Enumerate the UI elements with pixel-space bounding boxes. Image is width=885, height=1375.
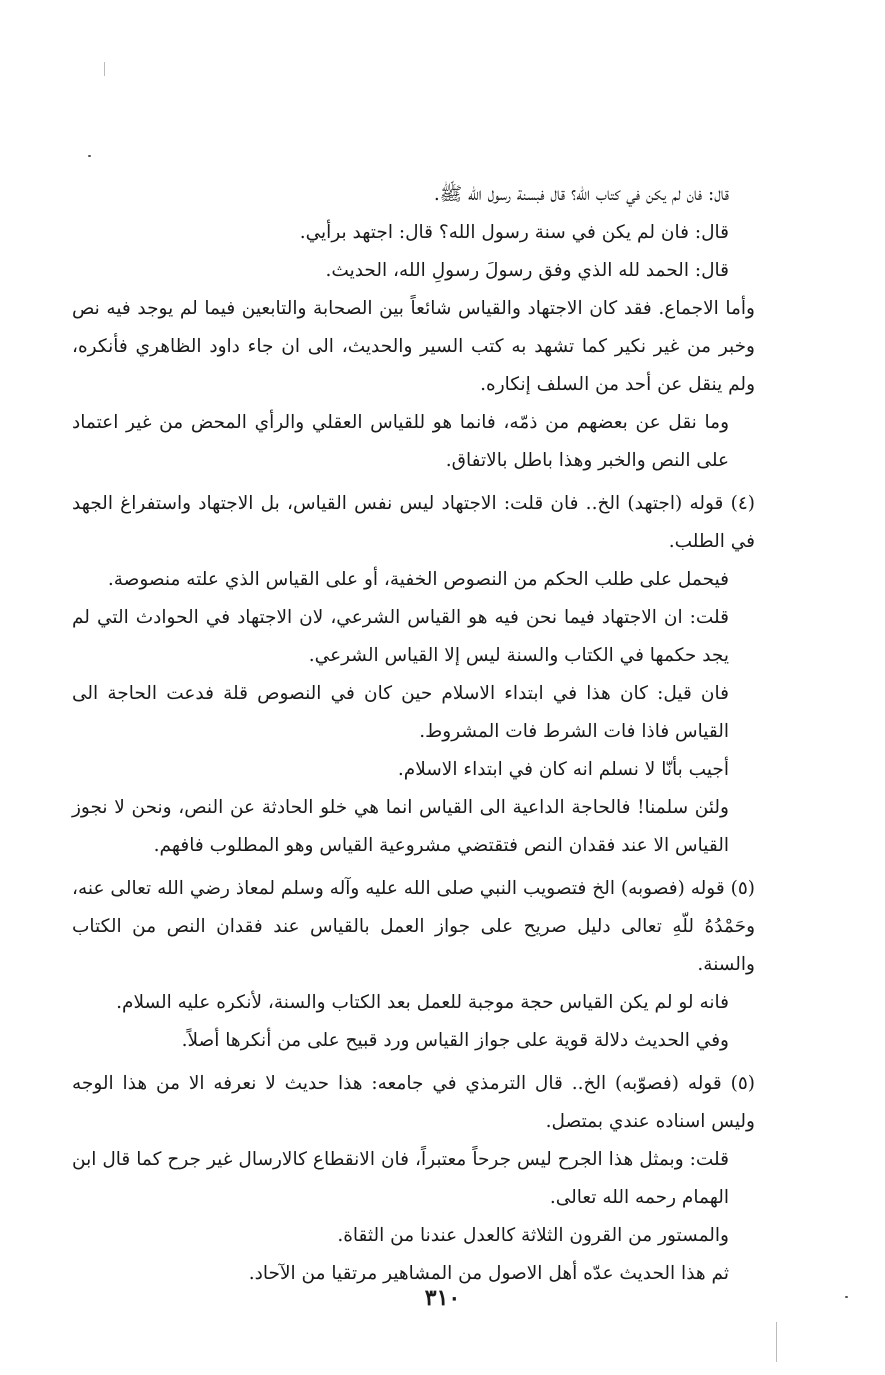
paragraph: (٥) قوله (فصوّبه) الخ.. قال الترمذي في جامعه: هذا حديث لا نعرفه الا من هذا الوجه وليس اسناده عندي بمتصل. bbox=[72, 1073, 755, 1132]
scan-margin-mark bbox=[104, 62, 105, 76]
paragraph: (٥) قوله (فصوبه) الخ فتصويب النبي صلى الله عليه وآله وسلم لمعاذ رضي الله تعالى عنه، وحَمْدُهُ للّهِ تعالى دليل صريح على جواز العمل بالقياس عند فقدان النص من الكتاب والسنة. bbox=[72, 878, 755, 975]
paragraph: قال: الحمد لله الذي وفق رسولَ رسولِ الله، الحديث. bbox=[325, 260, 729, 281]
paragraph: فانه لو لم يكن القياس حجة موجبة للعمل بعد الكتاب والسنة، لأنكره عليه السلام. bbox=[116, 992, 729, 1013]
body-text bbox=[72, 176, 755, 1293]
paragraph: فيحمل على طلب الحكم من النصوص الخفية، أو على القياس الذي علته منصوصة. bbox=[107, 569, 729, 590]
paragraph: ثم هذا الحديث عدّه أهل الاصول من المشاهير مرتقيا من الآحاد. bbox=[248, 1263, 729, 1284]
paragraph: والمستور من القرون الثلاثة كالعدل عندنا من الثقاة. bbox=[337, 1225, 729, 1246]
paragraph: فان قيل: كان هذا في ابتداء الاسلام حين كان في النصوص قلة فدعت الحاجة الى القياس فاذا فات الشرط فات المشروط. bbox=[72, 683, 729, 742]
paragraph: (٤) قوله (اجتهد) الخ.. فان قلت: الاجتهاد ليس نفس القياس، بل الاجتهاد واستفراغ الجهد في الطلب. bbox=[72, 493, 755, 552]
paragraph: قلت: وبمثل هذا الجرح ليس جرحاً معتبراً، فان الانقطاع كالارسال غير جرح كما قال ابن الهمام رحمه الله تعالى. bbox=[72, 1149, 729, 1208]
paragraph: قال: فان لم يكن في كتاب الله؟ قال فبسنة رسول الله ﷺ. bbox=[433, 184, 729, 205]
paragraph: قلت: ان الاجتهاد فيما نحن فيه هو القياس الشرعي، لان الاجتهاد في الحوادث التي لم يجد حكمها في الكتاب والسنة ليس إلا القياس الشرعي. bbox=[72, 607, 729, 666]
paragraph: أجيب بأنّا لا نسلم انه كان في ابتداء الاسلام. bbox=[397, 759, 729, 780]
paragraph: ولئن سلمنا! فالحاجة الداعية الى القياس انما هي خلو الحادثة عن النص، ونحن لا نجوز القياس الا عند فقدان النص فتقتضي مشروعية القياس وهو المطلوب فافهم. bbox=[72, 797, 729, 856]
scan-margin-mark bbox=[776, 1322, 777, 1362]
page-number: ٣١٠ bbox=[424, 1285, 461, 1311]
paragraph: وما نقل عن بعضهم من ذمّه، فانما هو للقياس العقلي والرأي المحض من غير اعتماد على النص والخبر وهذا باطل بالاتفاق. bbox=[72, 412, 729, 471]
paragraph: وأما الاجماع. فقد كان الاجتهاد والقياس شائعاً بين الصحابة والتابعين فيما لم يوجد فيه نص وخبر من غير نكير كما تشهد به كتب السير والحديث، الى ان جاء داود الظاهري فأنكره، ولم ينقل عن أحد من السلف إنكاره. bbox=[72, 298, 755, 395]
paragraph: وفي الحديث دلالة قوية على جواز القياس ورد قبيح على من أنكرها أصلاً. bbox=[181, 1030, 729, 1051]
paragraph: قال: فان لم يكن في سنة رسول الله؟ قال: اجتهد برأيي. bbox=[299, 222, 729, 243]
scan-speck bbox=[88, 155, 91, 157]
